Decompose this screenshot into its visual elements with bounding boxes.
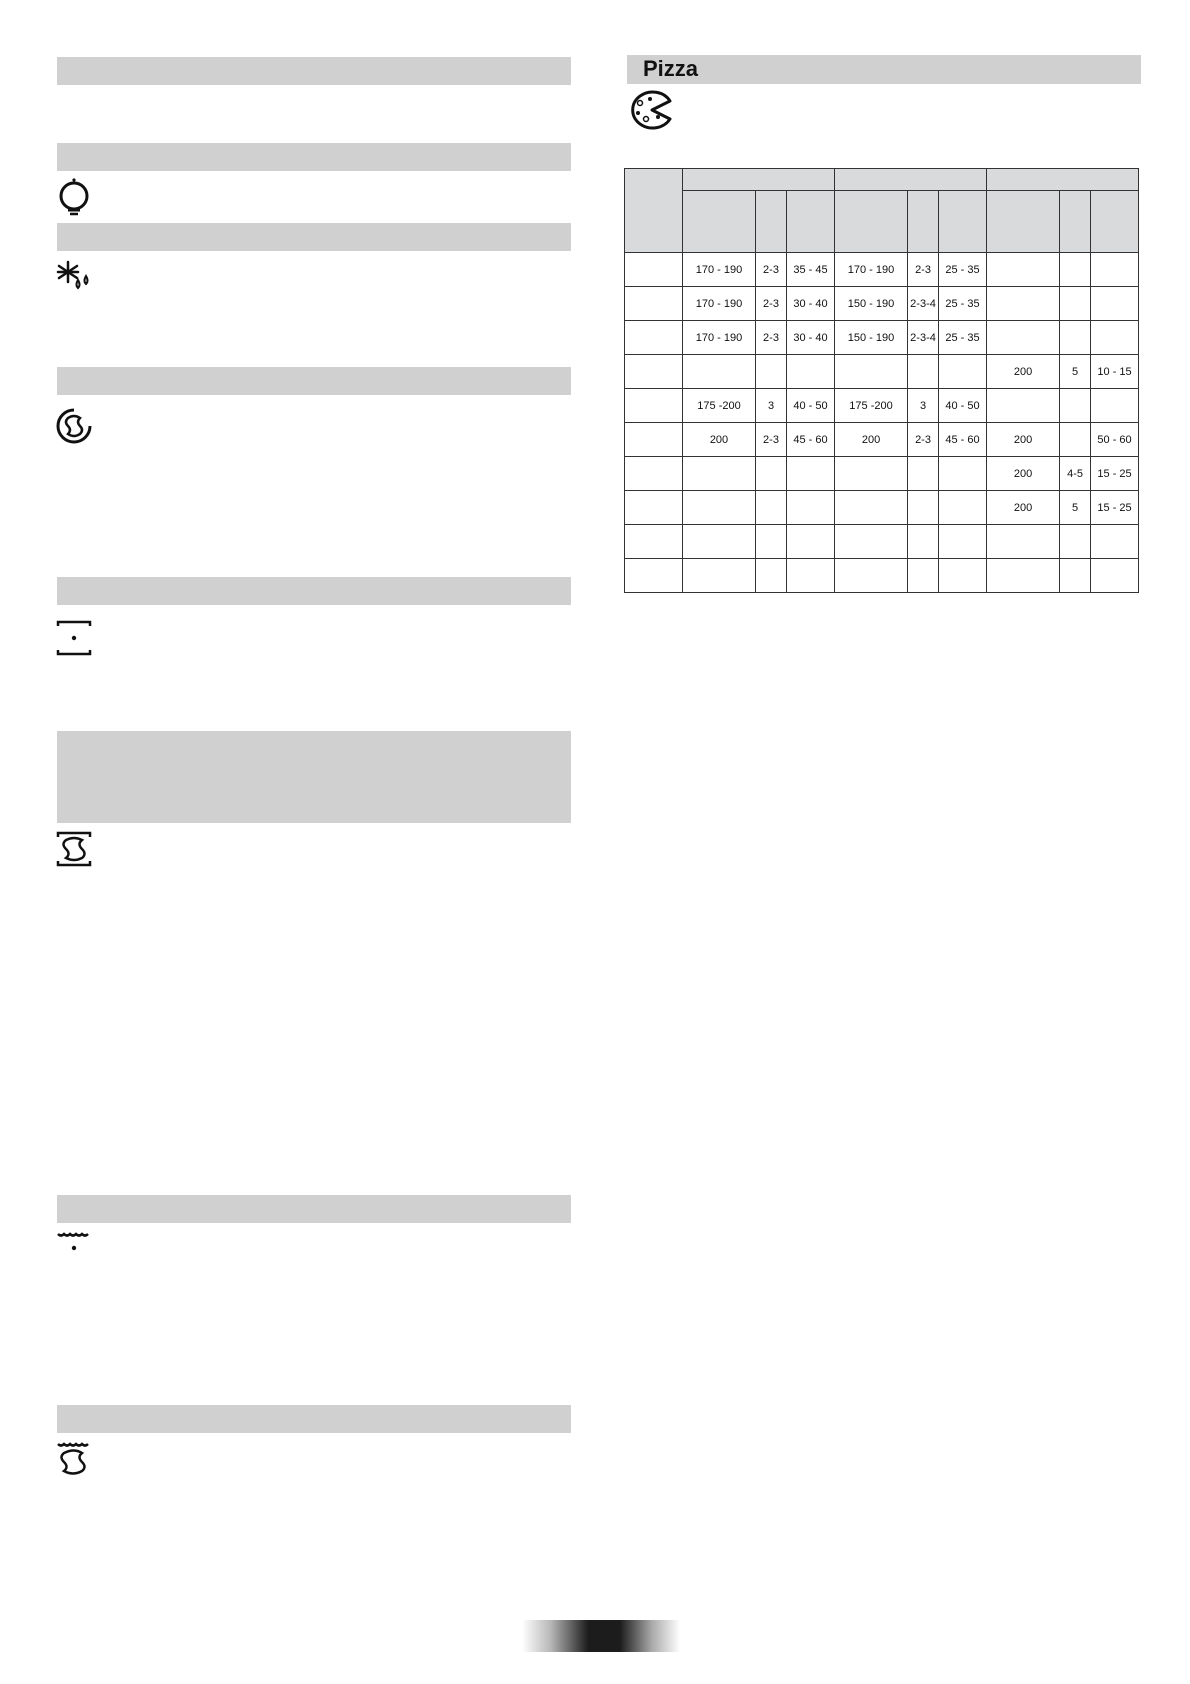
table-cell xyxy=(1060,253,1091,287)
table-cell: 25 - 35 xyxy=(939,253,987,287)
table-cell xyxy=(987,287,1060,321)
section-bar-5 xyxy=(57,577,571,605)
table-header-time xyxy=(1091,191,1139,253)
table-cell: 30 - 40 xyxy=(787,287,835,321)
table-cell: 30 - 40 xyxy=(787,321,835,355)
pizza-icon xyxy=(626,89,676,131)
bulb-icon xyxy=(56,176,92,216)
table-header-food xyxy=(625,169,683,253)
table-cell xyxy=(835,457,908,491)
table-cell xyxy=(908,525,939,559)
table-cell: 15 - 25 xyxy=(1091,491,1139,525)
table-cell: 2-3-4 xyxy=(908,287,939,321)
table-cell: 50 - 60 xyxy=(1091,423,1139,457)
table-cell-food xyxy=(625,491,683,525)
table-cell: 170 - 190 xyxy=(683,321,756,355)
table-header-group-3 xyxy=(987,169,1139,191)
table-cell: 200 xyxy=(987,457,1060,491)
cooking-table xyxy=(624,168,1139,593)
table-cell xyxy=(683,525,756,559)
pizza-section-title: Pizza xyxy=(643,56,699,81)
table-cell: 170 - 190 xyxy=(683,287,756,321)
table-row xyxy=(625,457,1139,491)
defrost-icon xyxy=(56,258,92,298)
table-cell xyxy=(787,491,835,525)
table-cell xyxy=(1091,287,1139,321)
table-cell xyxy=(683,559,756,593)
table-cell: 35 - 45 xyxy=(787,253,835,287)
table-cell xyxy=(787,559,835,593)
table-cell xyxy=(835,491,908,525)
table-cell xyxy=(756,525,787,559)
table-cell: 2-3 xyxy=(756,287,787,321)
table-cell-food xyxy=(625,287,683,321)
table-cell xyxy=(1060,559,1091,593)
table-cell: 2-3 xyxy=(756,423,787,457)
table-cell: 170 - 190 xyxy=(835,253,908,287)
table-row xyxy=(625,525,1139,559)
page-number-marker xyxy=(522,1620,680,1652)
table-cell-food xyxy=(625,457,683,491)
table-cell: 15 - 25 xyxy=(1091,457,1139,491)
table-cell xyxy=(835,559,908,593)
table-cell xyxy=(787,457,835,491)
table-cell-food xyxy=(625,253,683,287)
fan-oven-icon xyxy=(56,406,92,446)
table-body xyxy=(625,253,1139,593)
table-cell xyxy=(683,491,756,525)
table-header-group-2 xyxy=(835,169,987,191)
table-cell xyxy=(756,491,787,525)
table-cell xyxy=(987,321,1060,355)
table-cell xyxy=(908,457,939,491)
table-cell xyxy=(939,525,987,559)
table-header-level xyxy=(1060,191,1091,253)
table-cell: 10 - 15 xyxy=(1091,355,1139,389)
table-row xyxy=(625,253,1139,287)
table-cell xyxy=(683,457,756,491)
table-row xyxy=(625,389,1139,423)
table-cell xyxy=(1060,287,1091,321)
fan-assisted-icon xyxy=(56,829,92,869)
table-cell xyxy=(787,525,835,559)
section-bar-2 xyxy=(57,143,571,171)
table-cell xyxy=(1091,253,1139,287)
table-header-temp xyxy=(683,191,756,253)
table-row xyxy=(625,321,1139,355)
table-cell: 170 - 190 xyxy=(683,253,756,287)
table-cell: 25 - 35 xyxy=(939,321,987,355)
table-cell: 40 - 50 xyxy=(939,389,987,423)
table-cell-food xyxy=(625,423,683,457)
table-cell: 2-3 xyxy=(756,321,787,355)
table-cell xyxy=(908,355,939,389)
table-cell: 2-3 xyxy=(756,253,787,287)
table-cell-food xyxy=(625,389,683,423)
table-cell-food xyxy=(625,321,683,355)
fan-grill-icon xyxy=(56,1440,92,1480)
table-row xyxy=(625,423,1139,457)
table-cell: 25 - 35 xyxy=(939,287,987,321)
table-header-level xyxy=(908,191,939,253)
table-cell xyxy=(1060,321,1091,355)
table-cell xyxy=(835,525,908,559)
table-cell xyxy=(756,355,787,389)
table-cell: 40 - 50 xyxy=(787,389,835,423)
table-cell xyxy=(756,559,787,593)
table-cell xyxy=(1060,525,1091,559)
table-cell: 45 - 60 xyxy=(939,423,987,457)
table-cell xyxy=(908,559,939,593)
table-cell: 150 - 190 xyxy=(835,321,908,355)
table-cell: 2-3-4 xyxy=(908,321,939,355)
table-cell xyxy=(987,389,1060,423)
table-row xyxy=(625,491,1139,525)
table-cell xyxy=(1091,559,1139,593)
table-cell: 200 xyxy=(683,423,756,457)
pizza-section-bar xyxy=(627,55,1141,84)
table-cell: 5 xyxy=(1060,491,1091,525)
section-bar-7 xyxy=(57,1195,571,1223)
table-cell: 200 xyxy=(835,423,908,457)
table-header-time xyxy=(787,191,835,253)
table-header-group-1 xyxy=(683,169,835,191)
table-row xyxy=(625,287,1139,321)
table-cell xyxy=(939,559,987,593)
table-header-temp xyxy=(987,191,1060,253)
table-cell xyxy=(1091,525,1139,559)
table-cell xyxy=(987,525,1060,559)
conventional-oven-icon xyxy=(56,618,92,658)
section-bar-1 xyxy=(57,57,571,85)
table-cell: 2-3 xyxy=(908,253,939,287)
section-bar-3 xyxy=(57,223,571,251)
table-cell-food xyxy=(625,355,683,389)
section-bar-6 xyxy=(57,731,571,823)
table-row xyxy=(625,559,1139,593)
table-cell: 3 xyxy=(756,389,787,423)
table-header-temp xyxy=(835,191,908,253)
table-cell xyxy=(1060,389,1091,423)
grill-icon xyxy=(56,1230,92,1270)
table-cell xyxy=(939,355,987,389)
table-cell: 5 xyxy=(1060,355,1091,389)
table-cell xyxy=(1091,389,1139,423)
section-bar-4 xyxy=(57,367,571,395)
table-cell xyxy=(1091,321,1139,355)
table-cell: 45 - 60 xyxy=(787,423,835,457)
table-cell: 200 xyxy=(987,355,1060,389)
table-cell-food xyxy=(625,525,683,559)
table-header-time xyxy=(939,191,987,253)
table-cell: 200 xyxy=(987,491,1060,525)
table-cell: 200 xyxy=(987,423,1060,457)
table-cell: 150 - 190 xyxy=(835,287,908,321)
table-cell xyxy=(1060,423,1091,457)
table-cell xyxy=(787,355,835,389)
table-cell: 2-3 xyxy=(908,423,939,457)
table-cell xyxy=(908,491,939,525)
table-cell: 175 -200 xyxy=(835,389,908,423)
table-cell xyxy=(835,355,908,389)
table-cell-food xyxy=(625,559,683,593)
table-cell xyxy=(756,457,787,491)
table-cell: 175 -200 xyxy=(683,389,756,423)
table-cell: 4-5 xyxy=(1060,457,1091,491)
table-cell xyxy=(683,355,756,389)
table-cell: 3 xyxy=(908,389,939,423)
table-cell xyxy=(987,253,1060,287)
table-cell xyxy=(939,457,987,491)
table-cell xyxy=(987,559,1060,593)
section-bar-8 xyxy=(57,1405,571,1433)
table-row xyxy=(625,355,1139,389)
table-header-level xyxy=(756,191,787,253)
table-cell xyxy=(939,491,987,525)
